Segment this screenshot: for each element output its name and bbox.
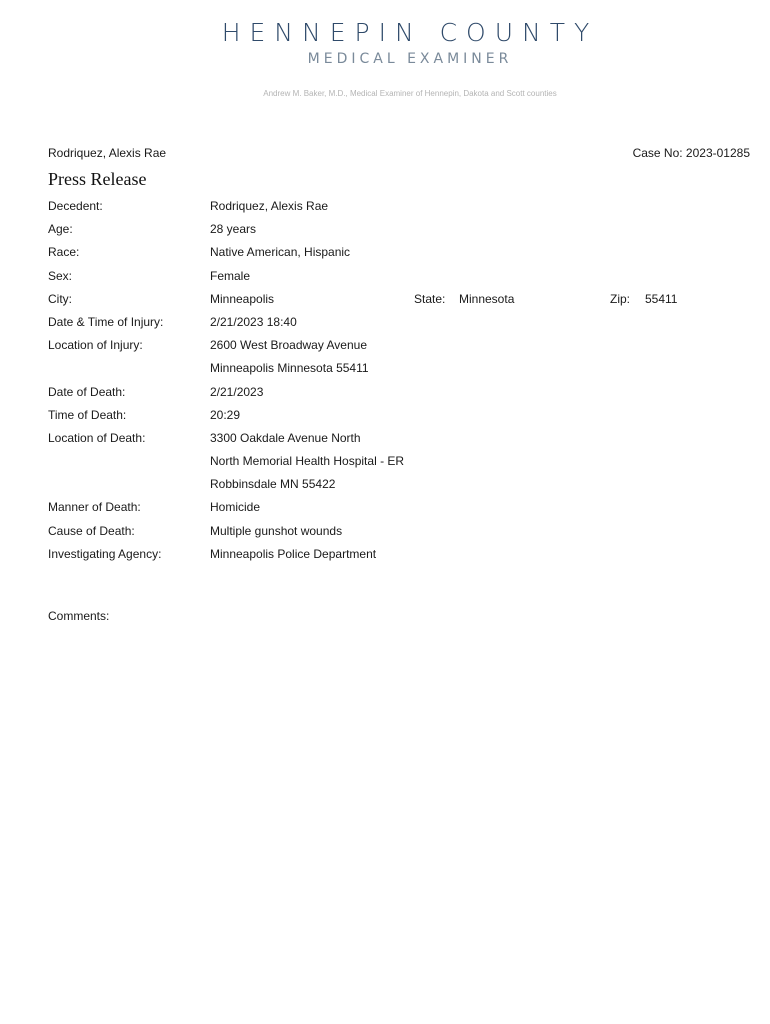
field-row-sex — [48, 268, 748, 291]
state-label: State: — [414, 291, 446, 306]
field-row-decedent — [48, 198, 748, 221]
field-value: Minneapolis — [210, 291, 275, 306]
field-row-cause — [48, 523, 748, 546]
field-row-city — [48, 291, 748, 314]
letterhead — [0, 18, 770, 99]
document-title: Press Release — [48, 169, 147, 189]
field-label: Race: — [48, 245, 80, 260]
field-row-death-location — [48, 430, 748, 453]
field-row-age — [48, 221, 748, 244]
release-fields — [48, 198, 748, 569]
field-row-injury-location — [48, 337, 748, 360]
field-row-manner — [48, 499, 748, 522]
field-value: Rodriquez, Alexis Rae — [210, 199, 329, 213]
field-label: Cause of Death: — [48, 523, 135, 538]
field-label: City: — [48, 291, 72, 306]
field-label: Date & Time of Injury: — [48, 314, 164, 329]
field-value: 20:29 — [210, 407, 241, 422]
field-label: Age: — [48, 222, 73, 237]
field-label: Time of Death: — [48, 407, 127, 422]
field-row-injury-datetime — [48, 314, 748, 337]
state-value: Minnesota — [459, 291, 515, 306]
field-value: 28 years — [210, 222, 257, 237]
field-value: Minneapolis Police Department — [210, 546, 377, 561]
field-row-death-date — [48, 384, 748, 407]
field-row-race — [48, 244, 748, 267]
zip-value: 55411 — [645, 291, 678, 306]
field-value: 2/21/2023 18:40 — [210, 314, 297, 329]
field-value: Homicide — [210, 500, 261, 515]
field-value: Robbinsdale MN 55422 — [210, 477, 336, 492]
field-label: Location of Injury: — [48, 338, 143, 353]
field-row-death-time — [48, 407, 748, 430]
field-value: Female — [210, 268, 251, 283]
field-value: Minneapolis Minnesota 55411 — [210, 361, 369, 376]
org-tagline: Andrew M. Baker, M.D., Medical Examiner of Hennepin, Dakota and Scott counties — [263, 89, 557, 98]
field-value: 3300 Oakdale Avenue North — [210, 430, 361, 445]
field-row-death-location-cont2 — [48, 476, 748, 499]
field-row-death-location-cont — [48, 453, 748, 476]
field-value: 2/21/2023 — [210, 384, 264, 399]
zip-label: Zip: — [610, 291, 631, 306]
field-label: Location of Death: — [48, 430, 146, 445]
org-name: HENNEPIN COUNTY — [221, 18, 599, 47]
field-label: Manner of Death: — [48, 500, 141, 515]
field-value: Native American, Hispanic — [210, 245, 351, 260]
field-value: Multiple gunshot wounds — [210, 523, 343, 538]
field-label: Investigating Agency: — [48, 546, 162, 561]
field-row-agency — [48, 546, 748, 569]
org-subtitle: MEDICAL EXAMINER — [307, 51, 513, 67]
case-number: Case No: 2023-01285 — [632, 146, 750, 160]
field-label: Sex: — [48, 268, 73, 283]
field-label: Decedent: — [48, 199, 103, 213]
field-value: 2600 West Broadway Avenue — [210, 338, 367, 353]
field-value: North Memorial Health Hospital - ER — [210, 454, 405, 469]
field-label: Date of Death: — [48, 384, 126, 399]
field-row-injury-location-cont — [48, 360, 748, 383]
comments-label: Comments: — [48, 609, 110, 623]
header-decedent-name: Rodriquez, Alexis Rae — [48, 146, 167, 160]
